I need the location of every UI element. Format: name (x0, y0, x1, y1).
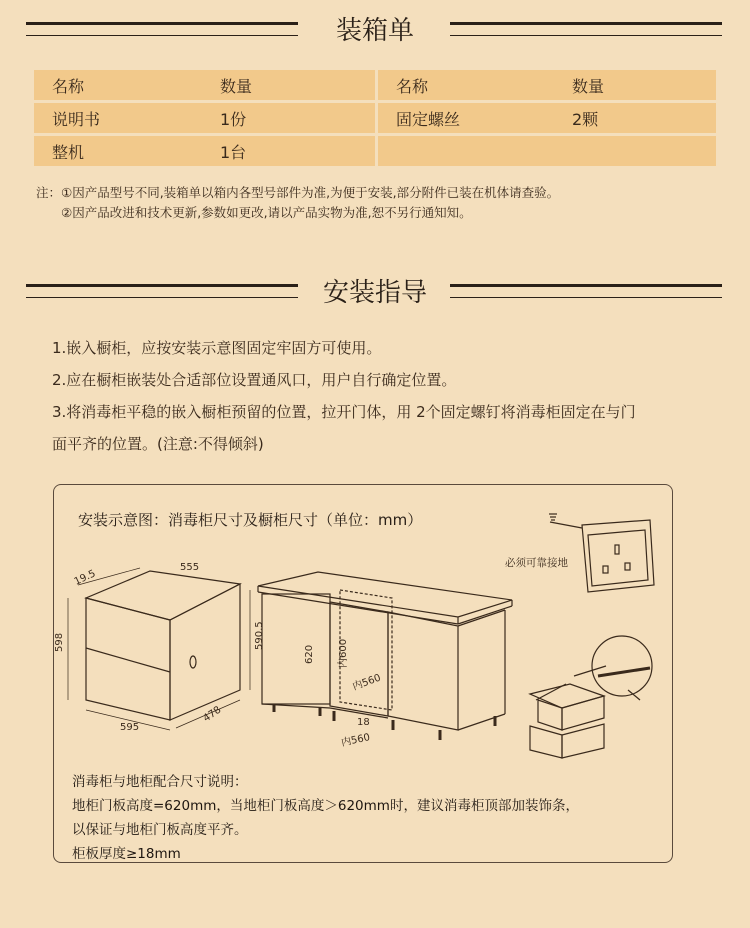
table-cell: 1份 (202, 103, 375, 133)
install-step: 面平齐的位置。(注意:不得倾斜) (52, 435, 264, 453)
dim-height-right: 590.5 (254, 621, 265, 650)
packing-title: 装箱单 (335, 16, 414, 46)
sterilizer-drawing (68, 568, 250, 730)
fit-notes-title: 消毒柜与地柜配合尺寸说明： (72, 774, 248, 790)
dim-bottom-depth: 478 (201, 704, 224, 725)
install-title: 安装指导 (322, 278, 427, 308)
dim-depth-small: 19.5 (72, 568, 98, 588)
dim-inner-height: 内600 (338, 638, 349, 668)
install-step: 3.将消毒柜平稳的嵌入橱柜预留的位置，拉开门体，用 2个固定螺钉将消毒柜固定在与门 (52, 403, 636, 421)
table-cell: 整机 (34, 136, 202, 166)
wall-socket-drawing (549, 514, 654, 592)
dim-door-height: 620 (304, 644, 315, 664)
note-line: ②因产品改进和技术更新,参数如更改,请以产品实物为准,恕不另行通知知。 (61, 205, 472, 220)
dim-inner-width-top: 内560 (351, 672, 383, 693)
table-header-cell: 名称 (378, 70, 554, 100)
fit-notes-line: 柜板厚度≥18mm (72, 846, 181, 862)
cabinet-drawing (258, 572, 512, 740)
dim-board-thickness: 18 (357, 717, 370, 728)
install-step: 1.嵌入橱柜，应按安装示意图固定牢固方可使用。 (52, 339, 382, 357)
dim-top-depth: 555 (180, 562, 200, 573)
dim-inner-width-bottom: 内560 (340, 732, 372, 749)
dim-width: 595 (120, 722, 140, 733)
fit-notes-line: 以保证与地柜门板高度平齐。 (72, 822, 248, 838)
table-cell: 说明书 (34, 103, 202, 133)
fit-notes-line: 地柜门板高度=620mm，当地柜门板高度＞620mm时，建议消毒柜顶部加装饰条， (72, 798, 579, 814)
fit-notes (72, 770, 579, 866)
ground-note: 必须可靠接地 (505, 557, 568, 569)
diagram-title: 安装示意图：消毒柜尺寸及橱柜尺寸（单位：mm） (78, 511, 423, 529)
table-header-cell: 数量 (202, 70, 375, 100)
table-cell: 2颗 (554, 103, 716, 133)
table-cell: 固定螺丝 (378, 103, 554, 133)
install-step: 2.应在橱柜嵌装处合适部位设置通风口，用户自行确定位置。 (52, 371, 457, 389)
note-line: 注：①因产品型号不同,装箱单以箱内各型号部件为准,为便于安装,部分附件已装在机体请查验。 (36, 185, 560, 200)
table-header-cell: 名称 (34, 70, 202, 100)
drawer-detail-drawing (530, 636, 652, 758)
table-header-cell: 数量 (554, 70, 716, 100)
table-cell: 1台 (202, 136, 375, 166)
dim-height-left: 598 (54, 632, 65, 652)
